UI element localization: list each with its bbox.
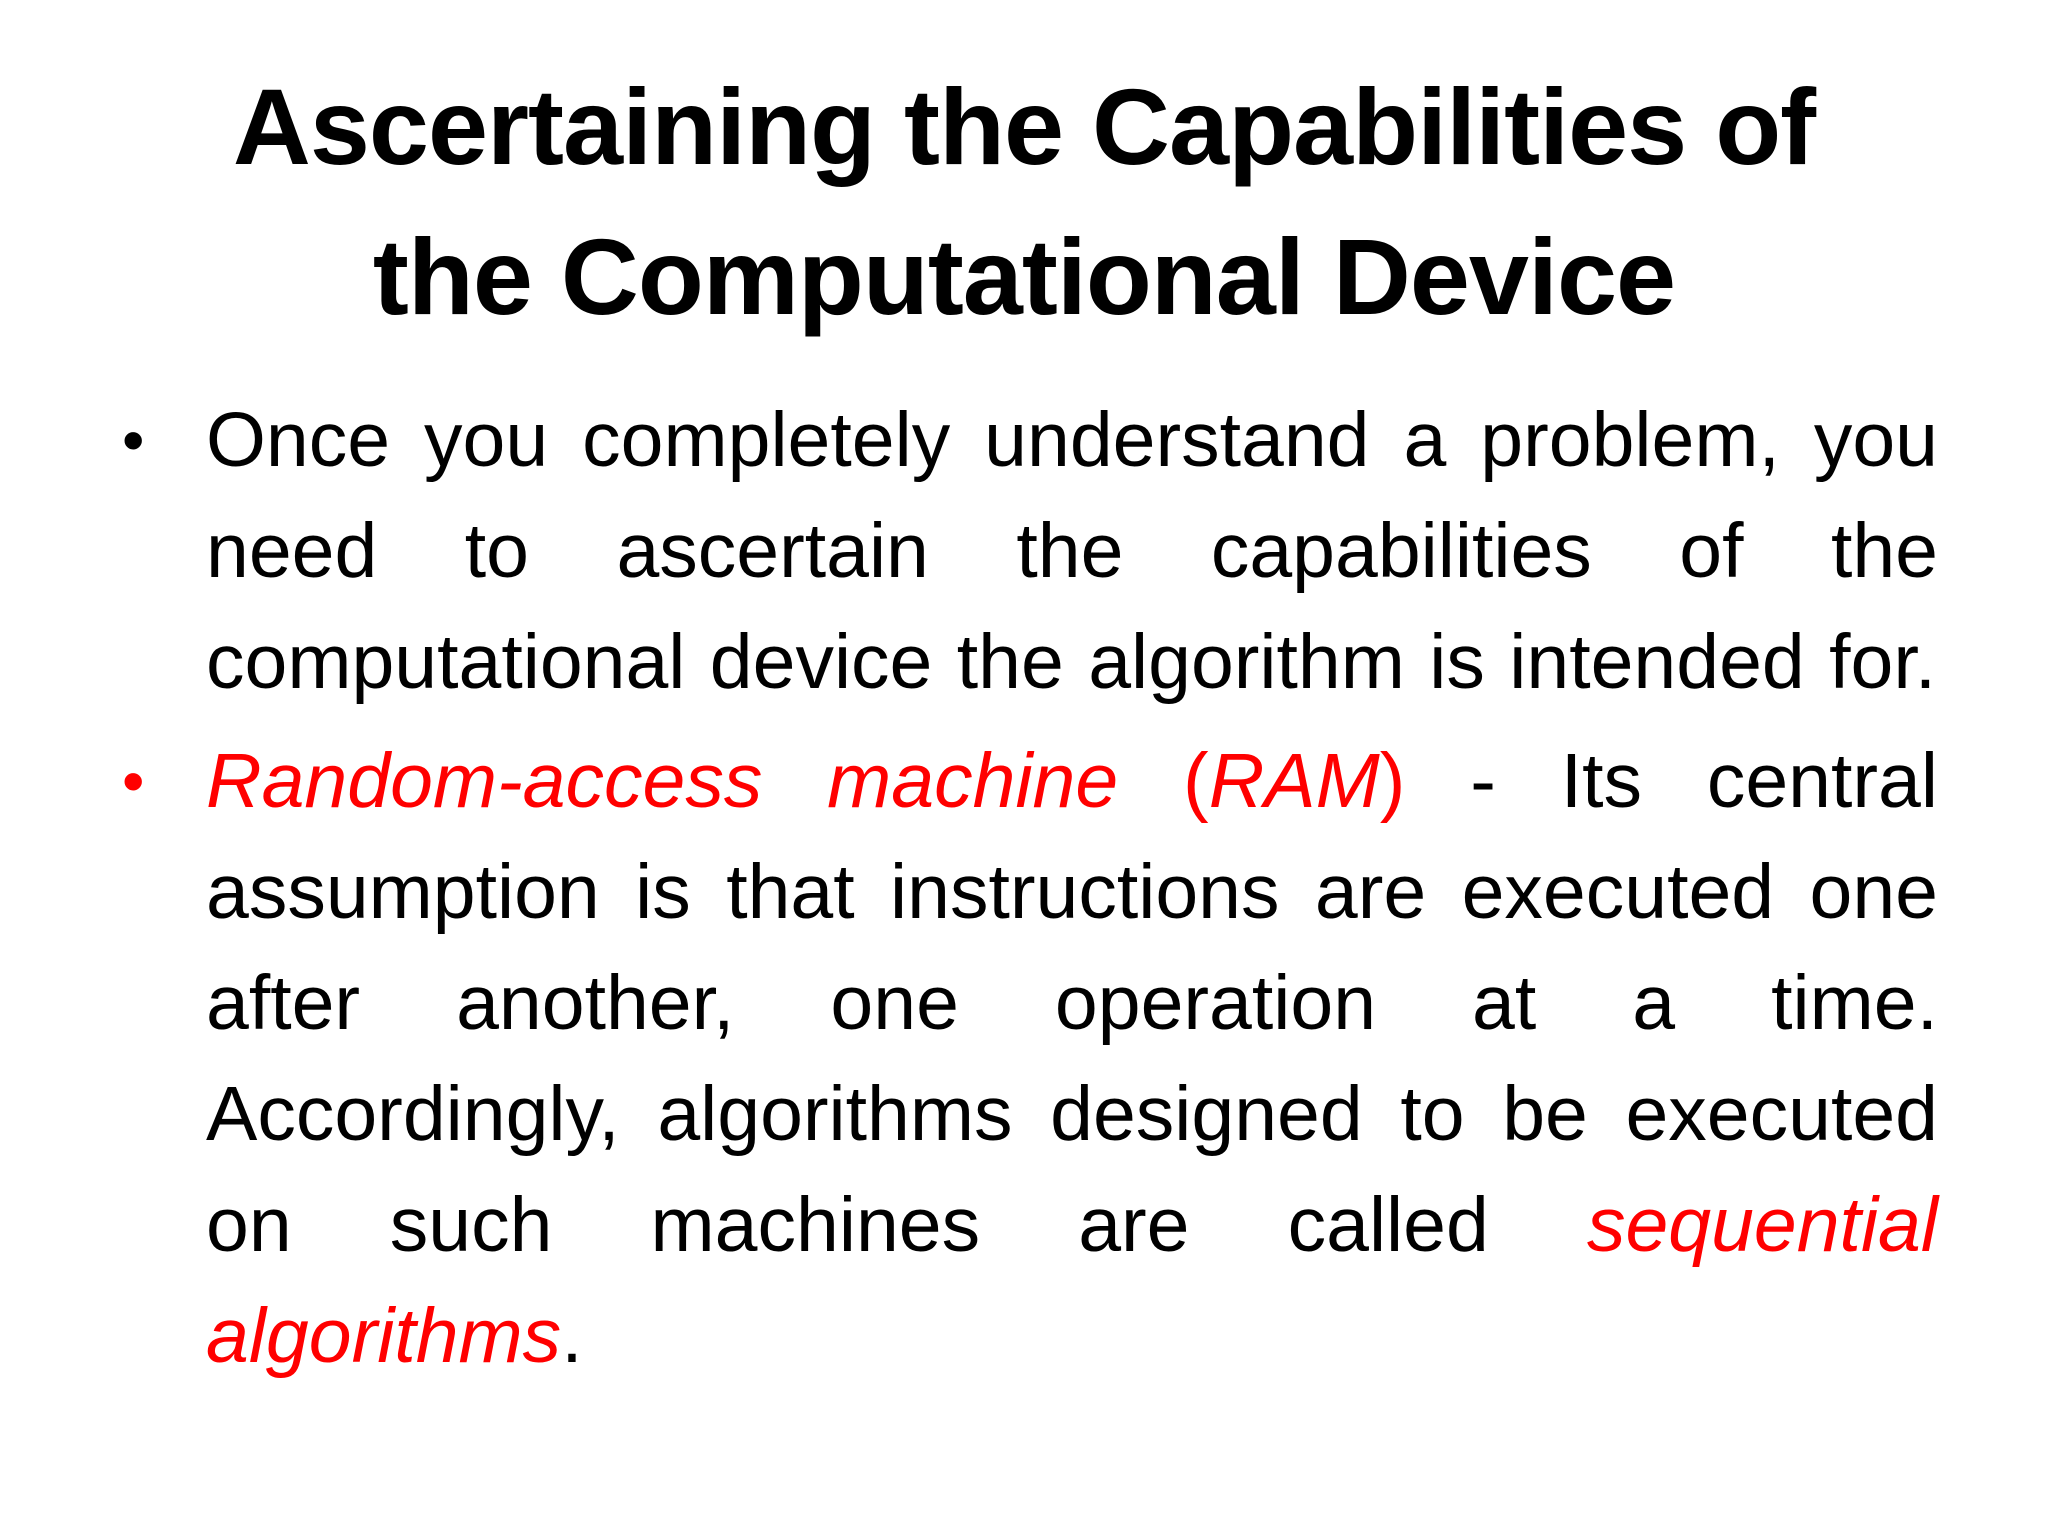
sequential-algorithms-term: sequential algorithms (206, 1182, 1938, 1379)
ram-paren-close: ) (1379, 738, 1406, 824)
bullet-dot-icon: • (122, 745, 145, 817)
bullet-2-text: - Its central assumption is that instructions are executed one after another, one operation at a time. Accordingly, algorithms designed to be executed on such machines are called (206, 738, 1938, 1268)
ram-paren-open: ( (1183, 738, 1209, 824)
bullet-2-end: . (561, 1293, 583, 1379)
ram-abbreviation: RAM (1208, 738, 1380, 824)
bullet-1-text: Once you completely understand a problem, you need to ascertain the capabilities of the computational device the algorithm is intended for. (206, 397, 1938, 705)
bullet-list (118, 385, 1938, 1392)
ram-term: Random-access machine (206, 738, 1119, 824)
slide-title (150, 52, 1898, 352)
slide-title-line-2: the Computational Device (372, 216, 1676, 337)
bullet-dot-icon: • (122, 404, 145, 476)
slide-title-line-1: Ascertaining the Capabilities of (232, 66, 1816, 187)
bullet-item-2 (118, 726, 1938, 1392)
bullet-item-1 (118, 385, 1938, 718)
